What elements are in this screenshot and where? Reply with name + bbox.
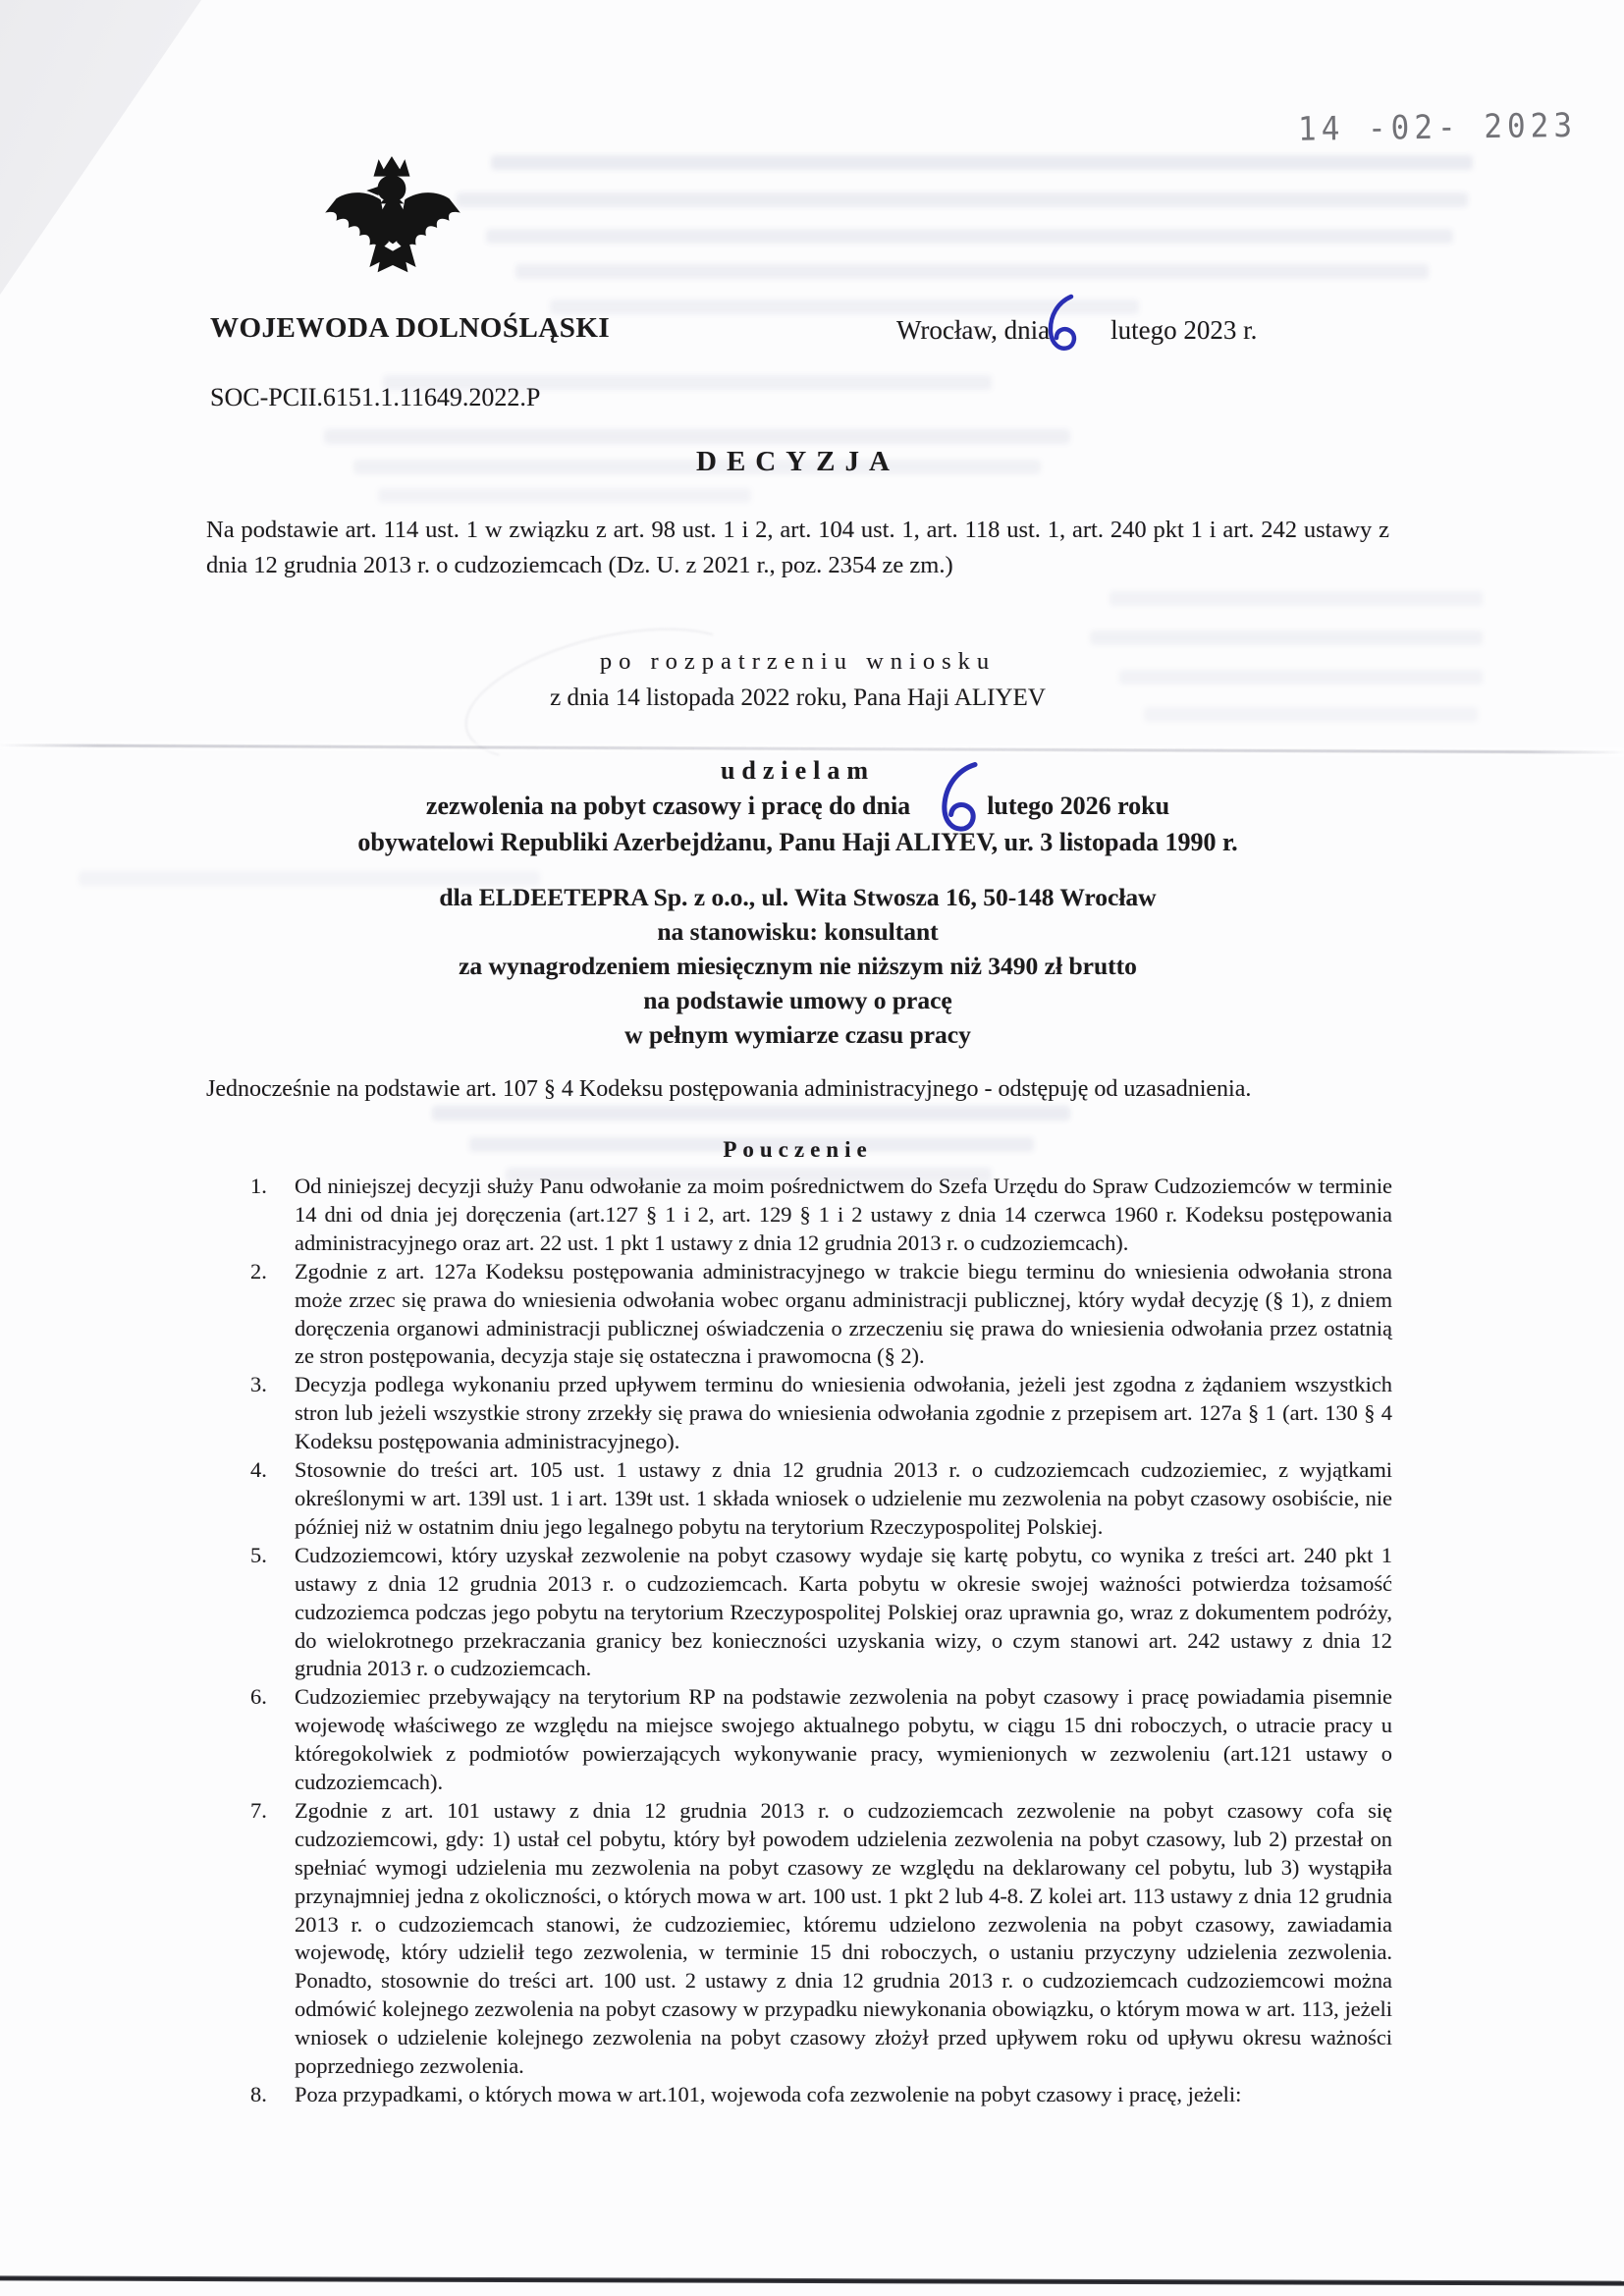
bleed-through-line: [491, 155, 1473, 170]
bleed-through-line: [324, 429, 1070, 444]
instruction-item: [250, 1456, 1392, 1542]
legal-basis-paragraph: Na podstawie art. 114 ust. 1 w związku z art. 98 ust. 1 i 2, art. 104 ust. 1, art. 118 ust. 1, art. 240 pkt 1 i art. 242 ustawy z dnia 12 grudnia 2013 r. o cudzoziemcach (Dz. U. z 2021 r., poz. 2354 ze zm.): [206, 517, 1389, 578]
scan-page-bottom-edge: [0, 2275, 1624, 2285]
instruction-text: Zgodnie z art. 101 ustawy z dnia 12 grudnia 2013 r. o cudzoziemcach zezwolenie na pobyt czasowy cofa się cudzoziemcowi, gdy: 1) ustał cel pobytu, który był powodem udzielenia zezwolenia na pobyt czasowy, lub 2) przestał on spełniać wymogi udzielenia mu zezwolenia na pobyt czasowy ze względu na deklarowany cel pobytu, lub 3) wystąpiła przynajmniej jedna z okoliczności, o których mowa w art. 100 ust. 1 pkt 2 lub 4-8. Z kolei art. 113 ustawy z dnia 12 grudnia 2013 r. o cudzoziemcach stanowi, że cudzoziemiec, któremu udzielono zezwolenia na pobyt czasowy, zawiadamia wojewodę, który udzielił tego zezwolenia, w terminie 15 dni roboczych, o ustaniu przyczyny udzielenia zezwolenia. Ponadto, stosownie do treści art. 100 ust. 2 ustawy z dnia 12 grudnia 2013 r. o cudzoziemcach cudzoziemcowi można odmówić kolejnego zezwolenia na pobyt czasowy w przypadku niewykonania obowiązku, o którym mowa w art. 113, jeżeli wniosek o udzielenie kolejnego zezwolenia na pobyt czasowy złożył przed upływem roku od upływu okresu ważności poprzedniego zezwolenia.: [295, 1797, 1392, 2079]
issuing-authority: WOJEWODA DOLNOŚLĄSKI: [210, 312, 611, 344]
instruction-item: [250, 1173, 1392, 1258]
bleed-through-line: [486, 229, 1453, 244]
instruction-number: 7.: [250, 1797, 267, 1823]
grant-line-2: obywatelowi Republiki Azerbejdżanu, Panu Haji ALIYEV, ur. 3 listopada 1990 r.: [357, 828, 1238, 856]
document-title: DECYZJA: [696, 446, 899, 477]
bleed-through-line: [457, 192, 1468, 207]
instruction-text: Zgodnie z art. 127a Kodeksu postępowania administracyjnego w trakcie biegu terminu do wniesienia odwołania strona może zrzec się prawa do wniesienia odwołania wobec organu administracji publicznej, który wydał decyzję (§ 1), z dniem doręczenia organowi administracji publicznej oświadczenia o zrzeczeniu się prawa do wniesienia odwołania przez ostatnią ze stron postępowania, decyzja staje się ostateczna i prawomocna (§ 2).: [295, 1258, 1392, 1369]
instruction-text: Stosownie do treści art. 105 ust. 1 ustawy z dnia 12 grudnia 2013 r. o cudzoziemcach cudzoziemiec, z wyjątkami określonymi w art. 139l ust. 1 i art. 139t ust. 1 składa wniosek o udzielenie mu zezwolenia na pobyt czasowy osobiście, nie później niż w ostatnim dniu jego legalnego pobytu na terytorium Rzeczypospolitej Polskiej.: [295, 1457, 1392, 1539]
instruction-item: [250, 1797, 1392, 2081]
employment-line-salary: za wynagrodzeniem miesięcznym nie niższym niż 3490 zł brutto: [459, 952, 1137, 980]
received-date-stamp: 14 -02- 2023: [1297, 106, 1578, 149]
instruction-number: 4.: [250, 1457, 267, 1483]
employment-line-employer: dla ELDEETEPRA Sp. z o.o., ul. Wita Stwosza 16, 50-148 Wrocław: [439, 883, 1157, 911]
instruction-item: [250, 1542, 1392, 1684]
instruction-number: 8.: [250, 2082, 267, 2106]
instruction-text: Cudzoziemcowi, który uzyskał zezwolenie na pobyt czasowy wydaje się kartę pobytu, co wynika z treści art. 240 pkt 1 ustawy z dnia 12 grudnia 2013 r. o cudzoziemcach. Karta pobytu w okresie swojej ważności potwierdza tożsamość cudzoziemca podczas jego pobytu na terytorium Rzeczypospolitej Polskiej oraz uprawnia go, wraz z dokumentem podróży, do wielokrotnego przekraczania granicy bez konieczności uzyskania wizy, o czym stanowi art. 242 ustawy z dnia 12 grudnia 2013 r. o cudzoziemcach.: [295, 1542, 1392, 1681]
consideration-heading: po rozpatrzeniu wniosku: [599, 648, 997, 675]
instruction-item: [250, 1371, 1392, 1456]
instruction-item: [250, 1258, 1392, 1372]
polish-eagle-emblem: [322, 153, 463, 302]
case-number: SOC-PCII.6151.1.11649.2022.P: [210, 383, 541, 411]
employment-line-position: na stanowisku: konsultant: [657, 917, 939, 946]
employment-line-contract: na podstawie umowy o pracę: [643, 986, 952, 1014]
instruction-text: Od niniejszej decyzji służy Panu odwołanie za moim pośrednictwem do Szefa Urzędu do Spraw Cudzoziemców w terminie 14 dni od dnia jej doręczenia (art.127 § 1 i 2, art. 129 § 1 i 2 ustawy z dnia 14 czerwca 1960 r. Kodeksu postępowania administracyjnego oraz art. 22 ust. 1 pkt 1 ustawy z dnia 12 grudnia 2013 r. o cudzoziemcach).: [295, 1174, 1392, 1255]
bleed-through-line: [1090, 630, 1483, 645]
instruction-list: [0, 1173, 1392, 2109]
paper-crease: [0, 743, 1624, 753]
instruction-text: Cudzoziemiec przebywający na terytorium RP na podstawie zezwolenia na pobyt czasowy i pracę powiadamia pisemnie wojewodę właściwego ze względu na miejsce swojego aktualnego pobytu, w ciągu 15 dni roboczych, o utracie pracy u któregokolwiek z podmiotów powierzających wykonywanie pracy, wymienionych w zezwoleniu (art.121 ustawy o cudzoziemcach).: [295, 1684, 1392, 1795]
instruction-item: [250, 2081, 1392, 2109]
instruction-text: Poza przypadkami, o których mowa w art.101, wojewoda cofa zezwolenie na pobyt czasowy i pracę, jeżeli:: [295, 2082, 1242, 2106]
place-date-suffix: lutego 2023 r.: [1110, 315, 1258, 345]
bleed-through-line: [515, 264, 1429, 279]
instruction-number: 5.: [250, 1542, 267, 1567]
bleed-through-line: [432, 1106, 1070, 1121]
scanner-corner-fold: [0, 0, 201, 295]
instruction-text: Decyzja podlega wykonaniu przed upływem terminu do wniesienia odwołania, jeżeli jest zgodna z żądaniem wszystkich stron lub jeżeli wszystkie strony zrzekły się prawa do wniesienia odwołania zgodnie z przepisem art. 127a § 1 (art. 130 § 4 Kodeksu postępowania administracyjnego).: [295, 1372, 1392, 1454]
grant-line1-post: lutego 2026 roku: [987, 792, 1170, 820]
grant-line-1: [206, 792, 1389, 821]
consideration-detail: z dnia 14 listopada 2022 roku, Pana Haji ALIYEV: [550, 684, 1046, 711]
grant-heading: udzielam: [720, 756, 876, 785]
instruction-heading: Pouczenie: [723, 1137, 873, 1162]
instruction-number: 1.: [250, 1174, 267, 1198]
instruction-number: 6.: [250, 1684, 267, 1710]
handwritten-day-grant: [929, 755, 990, 835]
instruction-item: [250, 1683, 1392, 1797]
instruction-number: 2.: [250, 1258, 267, 1284]
handwritten-day-header: [1041, 293, 1082, 352]
justification-waiver: Jednocześnie na podstawie art. 107 § 4 Kodeksu postępowania administracyjnego - odstępuję od uzasadnienia.: [206, 1076, 1252, 1102]
grant-line1-pre: zezwolenia na pobyt czasowy i pracę do dnia: [425, 792, 911, 820]
place-date-prefix: Wrocław, dnia: [896, 315, 1051, 345]
bleed-through-line: [1110, 591, 1483, 606]
instruction-number: 3.: [250, 1372, 267, 1397]
bleed-through-line: [378, 488, 751, 503]
employment-line-worktime: w pełnym wymiarze czasu pracy: [624, 1020, 971, 1049]
